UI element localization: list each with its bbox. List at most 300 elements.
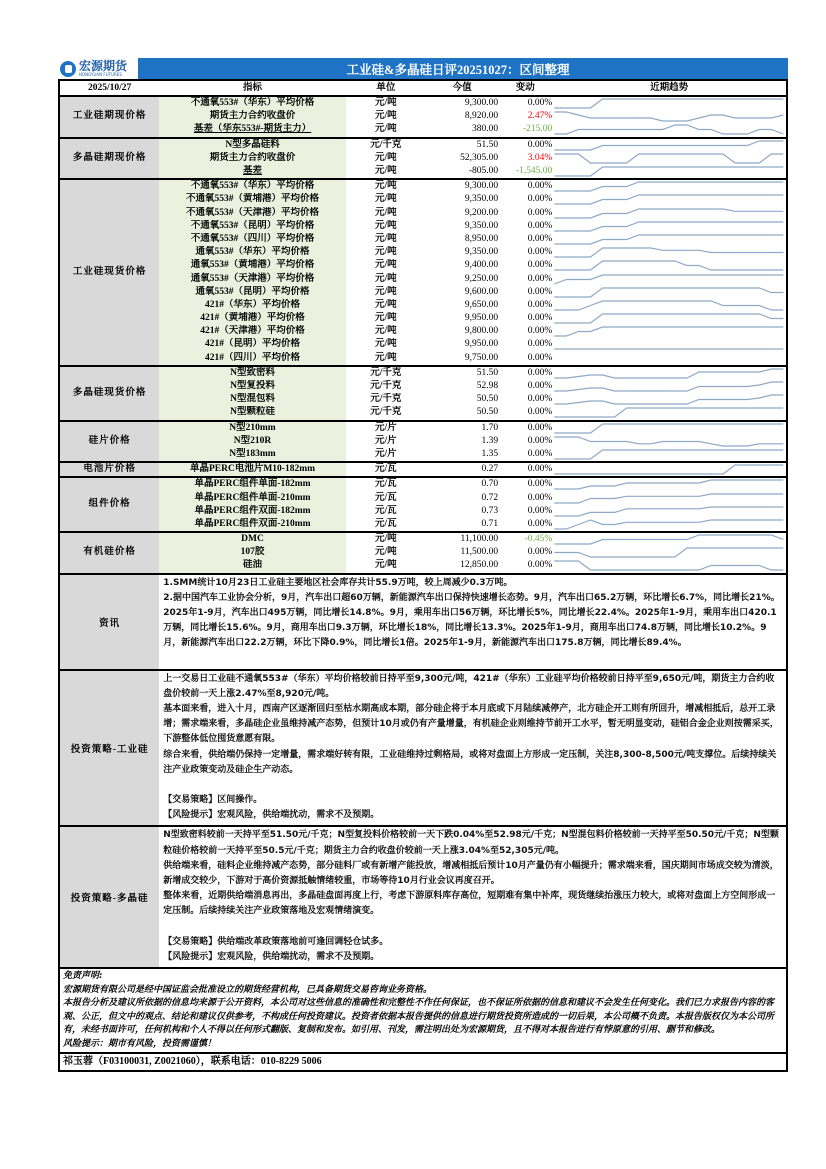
- table-row: [59, 110, 787, 123]
- unit-cell: 元/千克: [370, 407, 402, 418]
- indicator-name: 通氧553#（天津港）平均价格: [159, 272, 346, 285]
- sparkline-svg: [552, 546, 786, 559]
- sparkline-svg: [552, 273, 786, 286]
- value-cell: 8,950.00: [464, 233, 499, 244]
- sparkline-svg: [552, 180, 786, 193]
- change-cell: 0.00%: [498, 138, 552, 152]
- section-paragraph: [163, 778, 782, 793]
- table-row: [59, 286, 787, 299]
- unit-cell: 元/瓦: [375, 492, 397, 503]
- sparkline-line: [555, 314, 784, 323]
- trend-sparkline: [552, 165, 787, 179]
- section-label: 资讯: [59, 574, 159, 670]
- table-row: [59, 518, 787, 532]
- table-row: [59, 338, 787, 351]
- table-row: [59, 366, 787, 380]
- trend-sparkline: [552, 393, 787, 406]
- indicator-name: N型颗粒硅: [159, 406, 346, 420]
- trend-sparkline: [552, 207, 787, 220]
- table-row: [59, 312, 787, 325]
- unit-cell: 元/吨: [375, 547, 397, 558]
- trend-sparkline: [552, 123, 787, 137]
- sparkline-line: [555, 408, 784, 417]
- unit-cell: 元/吨: [375, 152, 397, 163]
- change-cell: 0.00%: [527, 233, 553, 244]
- sparkline-svg: [552, 152, 786, 165]
- change-cell: 0.00%: [527, 381, 553, 392]
- trend-sparkline: [552, 421, 787, 435]
- value-cell: 9,300.00: [426, 179, 498, 193]
- report-date: 2025/10/27: [59, 80, 159, 96]
- value-cell: 9,400.00: [464, 260, 499, 271]
- table-row: [59, 559, 787, 572]
- value-cell: 380.00: [472, 124, 499, 135]
- table-row: [59, 138, 787, 152]
- sparkline-svg: [552, 110, 786, 123]
- trend-sparkline: [552, 286, 787, 299]
- sparkline-line: [555, 182, 784, 191]
- trend-sparkline: [552, 152, 787, 165]
- table-row: [59, 435, 787, 448]
- section-label: 投资策略-工业硅: [59, 670, 159, 827]
- unit-cell: 元/吨: [375, 352, 397, 363]
- change-cell: 0.00%: [527, 273, 553, 284]
- value-cell: 50.50: [476, 394, 499, 405]
- table-row: [59, 152, 787, 165]
- sparkline-line: [555, 369, 784, 378]
- change-cell: 0.00%: [498, 462, 552, 477]
- trend-sparkline: [552, 325, 787, 338]
- section-body: [159, 574, 787, 670]
- disclaimer-title: 免责声明:: [63, 971, 103, 982]
- sparkline-line: [555, 301, 784, 310]
- table-row: [59, 193, 787, 206]
- change-cell: 0.00%: [498, 477, 552, 491]
- analyst-contact: 祁玉蓉（F03100031, Z0021060），联系电话：010-8229 5006: [58, 1052, 788, 1072]
- sparkline-line: [555, 261, 784, 270]
- indicator-name: 基差（华东553#-期货主力）: [159, 123, 346, 137]
- value-cell: 9,200.00: [464, 207, 499, 218]
- table-row: [59, 380, 787, 393]
- change-cell: 0.00%: [527, 547, 553, 558]
- change-cell: 0.00%: [498, 366, 552, 380]
- table-row: [59, 220, 787, 233]
- trend-sparkline: [552, 505, 787, 518]
- col-header-unit: 单位: [346, 80, 426, 96]
- value-cell: 12,850.00: [460, 560, 499, 571]
- category-label: 有机硅价格: [59, 532, 159, 573]
- unit-cell: 元/吨: [375, 111, 397, 122]
- section-paragraph: 【交易策略】供给端改革政策落地前可逢回调轻仓试多。: [163, 936, 389, 947]
- indicator-name: 单晶PERC组件双面-182mm: [159, 505, 346, 518]
- sparkline-svg: [552, 123, 786, 136]
- value-cell: 52.98: [476, 381, 499, 392]
- value-cell: 9,250.00: [464, 273, 499, 284]
- sparkline-line: [555, 154, 784, 163]
- change-cell: 0.00%: [527, 247, 553, 258]
- sparkline-line: [555, 494, 784, 503]
- unit-cell: 元/片: [375, 448, 397, 459]
- indicator-name: 421#（黄埔港）平均价格: [159, 312, 346, 325]
- change-cell: 0.00%: [527, 207, 553, 218]
- trend-sparkline: [552, 462, 787, 477]
- category-label: 组件价格: [59, 477, 159, 532]
- report-page: [58, 58, 788, 1072]
- sparkline-svg: [552, 259, 786, 272]
- unit-cell: 元/吨: [375, 299, 397, 310]
- change-cell: 0.00%: [527, 220, 553, 231]
- trend-sparkline: [552, 299, 787, 312]
- indicator-name: 通氧553#（黄埔港）平均价格: [159, 259, 346, 272]
- sparkline-svg: [552, 518, 786, 531]
- change-cell: 2.47%: [527, 111, 553, 122]
- trend-sparkline: [552, 233, 787, 246]
- section-body: [159, 826, 787, 967]
- value-cell: 0.71: [481, 518, 499, 529]
- indicator-name: 421#（天津港）平均价格: [159, 325, 346, 338]
- change-cell: 0.00%: [527, 286, 553, 297]
- indicator-name: 421#（昆明）平均价格: [159, 338, 346, 351]
- section-body: [159, 670, 787, 827]
- col-header-indicator: 指标: [159, 80, 346, 96]
- change-cell: 0.00%: [527, 505, 553, 516]
- unit-cell: 元/吨: [375, 560, 397, 571]
- indicator-name: N型混包料: [159, 393, 346, 406]
- unit-cell: 元/片: [346, 421, 426, 435]
- sparkline-line: [555, 480, 784, 489]
- unit-cell: 元/吨: [375, 233, 397, 244]
- sparkline-line: [555, 437, 784, 446]
- company-logo: [58, 58, 138, 79]
- trend-sparkline: [552, 546, 787, 559]
- trend-sparkline: [552, 110, 787, 123]
- trend-sparkline: [552, 435, 787, 448]
- sparkline-svg: [552, 299, 786, 312]
- indicator-name: 421#（四川）平均价格: [159, 352, 346, 366]
- sparkline-line: [555, 112, 784, 121]
- table-row: [59, 123, 787, 137]
- sparkline-line: [555, 235, 784, 244]
- sparkline-line: [555, 382, 784, 391]
- indicator-name: 不通氧553#（华东）平均价格: [159, 179, 346, 193]
- trend-sparkline: [552, 380, 787, 393]
- indicator-name: 单晶PERC电池片M10-182mm: [159, 462, 346, 477]
- section-paragraph: 1.SMM统计10月23日工业硅主要地区社会库存共计55.9万吨，较上周减少0.3万吨。: [163, 577, 513, 588]
- unit-cell: 元/吨: [346, 532, 426, 546]
- category-label: 多晶硅现货价格: [59, 366, 159, 421]
- value-cell: 9,800.00: [464, 326, 499, 337]
- indicator-name: 不通氧553#（黄埔港）平均价格: [159, 193, 346, 206]
- trend-sparkline: [552, 259, 787, 272]
- change-cell: -0.45%: [498, 532, 552, 546]
- trend-sparkline: [552, 179, 787, 193]
- sparkline-svg: [552, 97, 786, 110]
- sparkline-svg: [552, 380, 786, 393]
- trend-sparkline: [552, 96, 787, 110]
- change-cell: 0.00%: [527, 448, 553, 459]
- indicator-name: 不通氧553#（四川）平均价格: [159, 233, 346, 246]
- change-cell: 0.00%: [527, 326, 553, 337]
- sparkline-svg: [552, 367, 786, 380]
- sparkline-line: [555, 248, 784, 257]
- trend-sparkline: [552, 518, 787, 532]
- unit-cell: 元/吨: [375, 247, 397, 258]
- unit-cell: 元/吨: [375, 207, 397, 218]
- disclaimer-line: 宏源期货有限公司是经中国证监会批准设立的期货经营机构，已具备期货交易咨询业务资格。: [63, 984, 433, 995]
- unit-cell: 元/瓦: [375, 505, 397, 516]
- indicator-name: N型致密料: [159, 366, 346, 380]
- sparkline-line: [555, 327, 784, 336]
- trend-sparkline: [552, 220, 787, 233]
- table-row: [59, 462, 787, 477]
- col-header-value: 今值: [426, 80, 498, 96]
- change-cell: 0.00%: [527, 407, 553, 418]
- value-cell: 9,350.00: [464, 220, 499, 231]
- change-cell: 0.00%: [527, 435, 553, 446]
- table-row: [59, 96, 787, 110]
- trend-sparkline: [552, 312, 787, 325]
- change-cell: 3.04%: [527, 152, 553, 163]
- value-cell: 1.39: [481, 435, 499, 446]
- table-row: [59, 393, 787, 406]
- trend-sparkline: [552, 246, 787, 259]
- value-cell: 9,650.00: [464, 299, 499, 310]
- section-paragraph: 整体来看，近期供给端消息再出，多晶硅盘面再度上行，考虑下游原料库存高位，短期难有集中补库，现货继续抬涨压力较大，或将对盘面上方空间形成一定压制。后续持续关注产业政策落地及宏观情绪演变。: [163, 891, 776, 917]
- change-cell: 0.00%: [527, 560, 553, 571]
- change-cell: 0.00%: [527, 98, 553, 109]
- commentary-section: [59, 670, 787, 827]
- sparkline-svg: [552, 165, 786, 178]
- table-row: [59, 207, 787, 220]
- sparkline-line: [555, 424, 784, 433]
- unit-cell: 元/瓦: [346, 477, 426, 491]
- logo-mark-icon: [60, 61, 76, 77]
- sparkline-line: [555, 195, 784, 204]
- table-row: [59, 179, 787, 193]
- section-paragraph: 2.据中国汽车工业协会分析，9月，汽车出口超60万辆，新能源汽车出口保持快速增长态势。9月，汽车出口65.2万辆，环比增长6.7%，同比增长21%。2025年1-9月，汽车出口495万辆，同比增长14.8%。9月，乘用车出口56万辆，环比增长5%，同比增长22.4%。2025年1-9月，乘用车出口420.1万辆，同比增长15.6%。9月，商用车出口9.3万辆，环比增长18%，同比增长13.3%。2025年1-9月，商用车出口74.8万辆，同比增长10.2%。9月，新能源汽车出口22.2万辆，环比下降0.9%，同比增长1倍。2025年1-9月，新能源汽车出口175.8万辆，同比增长89.4%。: [163, 592, 780, 649]
- sparkline-svg: [552, 435, 786, 448]
- sparkline-svg: [552, 478, 786, 491]
- sparkline-svg: [552, 139, 786, 152]
- change-cell: 0.00%: [527, 394, 553, 405]
- indicator-name: N型210mm: [159, 421, 346, 435]
- sparkline-line: [555, 222, 784, 231]
- value-cell: 52,305.00: [460, 152, 499, 163]
- change-cell: 0.00%: [498, 179, 552, 193]
- indicator-name: 单晶PERC组件单面-182mm: [159, 477, 346, 491]
- trend-sparkline: [552, 406, 787, 420]
- report-header: [58, 58, 788, 79]
- indicator-name: N型183mm: [159, 448, 346, 462]
- table-row: [59, 421, 787, 435]
- unit-cell: 元/吨: [375, 166, 397, 177]
- disclaimer: [58, 967, 788, 1052]
- table-row: [59, 233, 787, 246]
- unit-cell: 元/吨: [375, 260, 397, 271]
- indicator-name: 不通氧553#（华东）平均价格: [159, 96, 346, 110]
- value-cell: 8,920.00: [464, 111, 499, 122]
- logo-cn-text: 宏源期货: [79, 59, 128, 73]
- indicator-name: 单晶PERC组件单面-210mm: [159, 491, 346, 504]
- logo-en-text: HONGYUAN FUTURES: [79, 72, 122, 77]
- section-paragraph: 【交易策略】区间操作。: [163, 795, 263, 805]
- sparkline-line: [555, 275, 784, 284]
- table-row: [59, 491, 787, 504]
- value-cell: 0.70: [426, 477, 498, 491]
- sparkline-svg: [552, 312, 786, 325]
- value-cell: 1.35: [481, 448, 499, 459]
- table-row: [59, 325, 787, 338]
- unit-cell: 元/瓦: [346, 462, 426, 477]
- unit-cell: 元/吨: [375, 220, 397, 231]
- unit-cell: 元/瓦: [375, 518, 397, 529]
- category-label: 工业硅期现价格: [59, 96, 159, 138]
- change-cell: 0.00%: [527, 299, 553, 310]
- disclaimer-line: 风险提示：期市有风险，投资需谨慎！: [63, 1038, 217, 1049]
- indicator-name: 不通氧553#（天津港）平均价格: [159, 207, 346, 220]
- indicator-name: 期货主力合约收盘价: [159, 110, 346, 123]
- trend-sparkline: [552, 352, 787, 366]
- indicator-name: N型210R: [159, 435, 346, 448]
- indicator-name: N型多晶硅料: [159, 138, 346, 152]
- table-row: [59, 532, 787, 546]
- table-row: [59, 352, 787, 366]
- table-row: [59, 299, 787, 312]
- section-paragraph: 【风险提示】宏观风险，供给端扰动，需求不及预期。: [163, 951, 380, 962]
- unit-cell: 元/吨: [375, 286, 397, 297]
- sparkline-line: [555, 450, 784, 459]
- trend-sparkline: [552, 477, 787, 491]
- sparkline-svg: [552, 246, 786, 259]
- value-cell: 9,350.00: [464, 247, 499, 258]
- report-title: 工业硅&多晶硅日评20251027：区间整理: [346, 62, 570, 77]
- trend-sparkline: [552, 491, 787, 504]
- sparkline-svg: [552, 448, 786, 461]
- unit-cell: 元/千克: [370, 381, 402, 392]
- unit-cell: 元/千克: [370, 394, 402, 405]
- commentary-section: [59, 574, 787, 670]
- sparkline-svg: [552, 463, 786, 476]
- sparkline-line: [555, 507, 784, 516]
- commentary-table: [58, 573, 788, 967]
- table-row: [59, 448, 787, 462]
- value-cell: 51.50: [426, 138, 498, 152]
- unit-cell: 元/吨: [375, 273, 397, 284]
- col-header-trend: 近期趋势: [552, 80, 787, 96]
- sparkline-line: [555, 535, 784, 544]
- section-paragraph: [163, 920, 782, 935]
- indicator-name: 通氧553#（昆明）平均价格: [159, 286, 346, 299]
- value-cell: 0.27: [426, 462, 498, 477]
- unit-cell: 元/吨: [375, 194, 397, 205]
- trend-sparkline: [552, 193, 787, 206]
- indicator-name: 421#（华东）平均价格: [159, 299, 346, 312]
- table-row: [59, 505, 787, 518]
- value-cell: 11,500.00: [460, 547, 499, 558]
- sparkline-svg: [552, 406, 786, 419]
- trend-sparkline: [552, 559, 787, 572]
- indicator-name: 期货主力合约收盘价: [159, 152, 346, 165]
- change-cell: 0.00%: [527, 194, 553, 205]
- sparkline-svg: [552, 505, 786, 518]
- value-cell: -805.00: [468, 166, 499, 177]
- unit-cell: 元/片: [375, 435, 397, 446]
- indicator-name: 基差: [159, 165, 346, 179]
- sparkline-svg: [552, 325, 786, 338]
- value-cell: 0.72: [481, 492, 499, 503]
- sparkline-svg: [552, 533, 786, 546]
- trend-sparkline: [552, 448, 787, 462]
- sparkline-svg: [552, 338, 786, 351]
- sparkline-line: [555, 548, 784, 557]
- sparkline-svg: [552, 286, 786, 299]
- section-paragraph: 综合来看，供给端仍保持一定增量，需求端好转有限，工业硅维持过剩格局，或将对盘面上方形成一定压制，关注8,300-8,500元/吨支撑位。后续持续关注产业政策变动及硅企生产动态。: [163, 749, 777, 775]
- sparkline-line: [555, 465, 784, 474]
- unit-cell: 元/吨: [375, 98, 397, 109]
- spacer: [163, 652, 782, 667]
- change-cell: 0.00%: [527, 339, 553, 350]
- sparkline-line: [555, 561, 784, 570]
- value-cell: 9,600.00: [464, 286, 499, 297]
- col-header-change: 变动: [498, 80, 552, 96]
- unit-cell: 元/吨: [346, 179, 426, 193]
- table-row: [59, 165, 787, 179]
- sparkline-line: [555, 125, 784, 134]
- disclaimer-line: 本报告分析及建议所依据的信息均来源于公开资料，本公司对这些信息的准确性和完整性不作任何保证，也不保证所依据的信息和建议不会发生任何变化。我们已力求报告内容的客观、公正，但文中的观点、结论和建议仅供参考，不构成任何投资建议。投资者依据本报告提供的信息进行期货投资所造成的一切后果，本公司概不负责。本报告版权仅为本公司所有，未经书面许可，任何机构和个人不得以任何形式翻版、复制和发布。如引用、刊发，需注明出处为宏源期货，且不得对本报告进行有悖原意的引用、删节和修改。: [63, 998, 775, 1036]
- sparkline-line: [555, 141, 784, 150]
- change-cell: 0.00%: [527, 260, 553, 271]
- indicator-name: 硅油: [159, 559, 346, 572]
- indicator-name: 单晶PERC组件双面-210mm: [159, 518, 346, 532]
- category-label: 工业硅现货价格: [59, 179, 159, 366]
- change-cell: 0.00%: [498, 421, 552, 435]
- value-cell: 9,950.00: [464, 339, 499, 350]
- table-row: [59, 272, 787, 285]
- change-cell: -215.00: [523, 124, 553, 135]
- section-paragraph: N型致密料较前一天持平至51.50元/千克；N型复投料价格较前一天下跌0.04%至52.98元/千克；N型混包料价格较前一天持平至50.50元/千克；N型颗粒硅价格较前一天持平至50.5元/千克；期货主力合约收盘价较前一天上涨3.04%至52,305元/吨。: [163, 830, 779, 856]
- value-cell: 1.70: [426, 421, 498, 435]
- value-cell: 11,100.00: [426, 532, 498, 546]
- indicator-name: 不通氧553#（昆明）平均价格: [159, 220, 346, 233]
- category-label: 硅片价格: [59, 421, 159, 463]
- change-cell: 0.00%: [527, 352, 553, 363]
- unit-cell: 元/吨: [375, 313, 397, 324]
- indicator-name: DMC: [159, 532, 346, 546]
- table-row: [59, 477, 787, 491]
- sparkline-svg: [552, 393, 786, 406]
- sparkline-svg: [552, 233, 786, 246]
- section-paragraph: 基本面来看，进入十月，西南产区逐渐回归至枯水期高成本期，部分硅企将于本月底或下月陆续减停产，北方硅企开工则有所回升，增减相抵后，总开工录增；需求端来看，多晶硅企业虽维持减产态势，但预计10月或仍有产量增量，有机硅企业则维持节前开工水平，暂无明显变动，硅铝合金企业则按需采买，下游整体低位囤货意愿有限。: [163, 703, 779, 745]
- indicator-name: 通氧553#（华东）平均价格: [159, 246, 346, 259]
- section-paragraph: 供给端来看，硅料企业维持减产态势，部分硅料厂或有新增产能投放，增减相抵后预计10月产量仍有小幅提升；需求端来看，国庆期间市场成交较为清淡，新增成交较少，下游对于高价资源抵触情绪较重，市场等待10月行业会议再度召开。: [163, 860, 779, 887]
- trend-sparkline: [552, 272, 787, 285]
- sparkline-svg: [552, 220, 786, 233]
- sparkline-svg: [552, 422, 786, 435]
- trend-sparkline: [552, 138, 787, 152]
- price-table: [58, 79, 788, 573]
- sparkline-svg: [552, 193, 786, 206]
- table-row: [59, 259, 787, 272]
- commentary-section: [59, 826, 787, 967]
- trend-sparkline: [552, 338, 787, 351]
- table-row: [59, 406, 787, 420]
- section-paragraph: 【风险提示】宏观风险，供给端扰动，需求不及预期。: [163, 810, 380, 821]
- value-cell: 9,750.00: [464, 352, 499, 363]
- value-cell: 51.50: [426, 366, 498, 380]
- sparkline-line: [555, 520, 784, 529]
- value-cell: 9,350.00: [464, 194, 499, 205]
- sparkline-line: [555, 288, 784, 297]
